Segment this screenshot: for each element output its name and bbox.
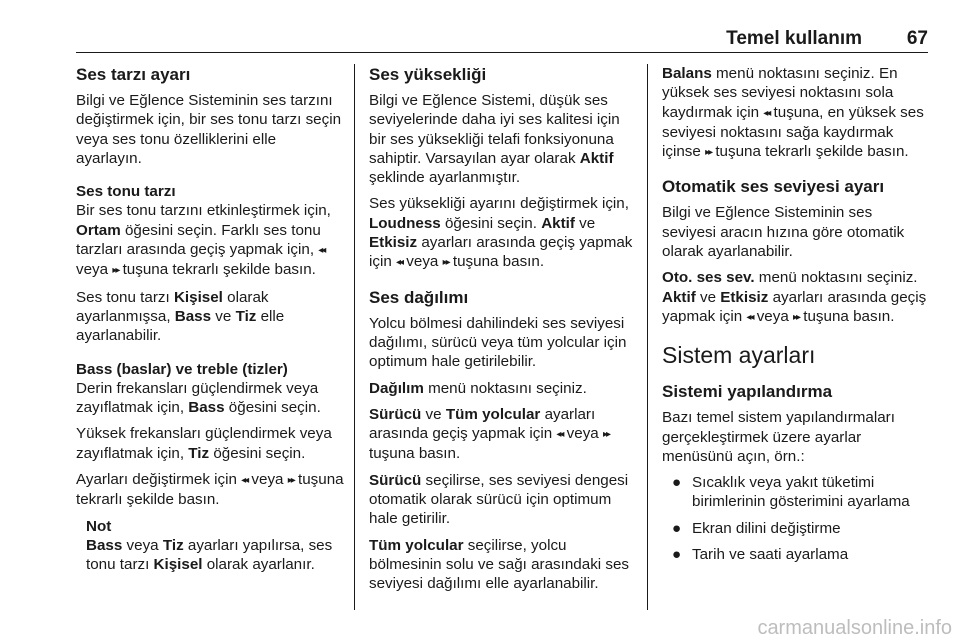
- text: elle ayarlanabilir.: [76, 307, 285, 345]
- text: veya: [247, 471, 288, 489]
- page-number: 67: [906, 28, 928, 49]
- distribution-paragraph-3: [369, 405, 637, 464]
- text: menü noktasını seçiniz. En yüksek ses seviyesi noktasını sola kaydırmak için: [662, 65, 898, 121]
- text: ve: [421, 405, 446, 423]
- text: menü noktasını seçiniz.: [754, 269, 918, 287]
- text: öğesini seçin.: [224, 399, 321, 417]
- text: ve: [574, 214, 596, 232]
- column-divider: [647, 64, 648, 610]
- forward-icon: ▸▸: [442, 257, 449, 269]
- distribution-paragraph-1: Yolcu bölmesi dahilindeki ses seviyesi dağılımı, sürücü veya tüm yolcular için optimum hale getirilebilir.: [369, 314, 627, 371]
- volume-paragraph-1: [369, 91, 637, 187]
- text: tuşuna, en yüksek ses seviyesi noktasını sağa kaydırmak içinse: [662, 103, 924, 161]
- text: Bir ses tonu tarzını etkinleştirmek için,: [76, 202, 331, 220]
- text: tuşuna basın.: [448, 253, 545, 271]
- menu-term: Tiz: [235, 307, 257, 325]
- bass-treble-paragraph: [76, 360, 344, 418]
- text: ayarları arasında geçiş yapmak için: [369, 405, 596, 443]
- list-item-text: Ekran dilini değiştirme: [692, 519, 841, 537]
- section-heading-distribution: Ses dağılımı: [369, 287, 469, 307]
- menu-term: Etkisiz: [369, 234, 418, 252]
- menu-term: Aktif: [579, 149, 614, 167]
- list-item: [662, 473, 930, 512]
- note-box: [86, 517, 344, 575]
- menu-term: Kişisel: [173, 288, 223, 306]
- text: öğesini seçin.: [440, 214, 542, 232]
- subheading-bass-treble: Bass (baslar) ve treble (tizler): [76, 360, 288, 378]
- menu-term: Dağılım: [369, 379, 424, 397]
- forward-icon: ▸▸: [705, 147, 712, 159]
- menu-term: Balans: [662, 65, 712, 82]
- text: menü noktasını seçiniz.: [423, 379, 587, 397]
- text: öğesini seçin.: [209, 444, 306, 462]
- text: veya: [752, 307, 793, 325]
- forward-icon: ▸▸: [793, 311, 800, 323]
- subheading-configure-system: Sistemi yapılandırma: [662, 382, 833, 402]
- text: olarak ayarlanır.: [202, 556, 315, 574]
- column-2: [369, 64, 637, 601]
- bullet-icon: ●: [672, 519, 682, 537]
- watermark: carmanualsonline.info: [757, 617, 952, 639]
- menu-term: Etkisiz: [720, 288, 769, 306]
- rewind-icon: ◂◂: [763, 107, 770, 119]
- menu-term: Tüm yolcular: [445, 405, 541, 423]
- text: ayarları yapılırsa, ses tonu tarzı: [86, 536, 333, 574]
- distribution-paragraph-4: [369, 471, 637, 529]
- distribution-paragraph-5: [369, 536, 637, 594]
- list-item: [662, 519, 930, 538]
- auto-volume-paragraph-1: Bilgi ve Eğlence Sisteminin ses seviyesi aracın hızına göre otomatik olarak ayarlanabilir.: [662, 204, 905, 261]
- section-heading-auto-volume: Otomatik ses seviyesi ayarı: [662, 177, 885, 197]
- menu-term: Tüm yolcular: [369, 536, 464, 554]
- header-title: Temel kullanım: [726, 28, 862, 49]
- text: öğesini seçin. Farklı ses tonu tarzları arasında geçiş yapmak için,: [76, 221, 321, 259]
- text: Ses tonu tarzı: [76, 288, 174, 306]
- text: veya: [76, 261, 113, 279]
- section-heading-volume: Ses yüksekliği: [369, 65, 487, 84]
- bullet-icon: ●: [672, 474, 682, 492]
- text: veya: [402, 253, 443, 271]
- text: tuşuna tekrarlı şekilde basın.: [76, 471, 344, 509]
- section-heading-sound-style: Ses tarzı ayarı: [76, 65, 191, 84]
- system-paragraph: Bazı temel sistem yapılandırmaları gerçekleştirmek üzere ayarlar menüsünü açın, örn.:: [662, 409, 895, 465]
- text: Ses yüksekliği ayarını değiştirmek için,: [369, 195, 629, 213]
- menu-term: Tiz: [162, 536, 184, 554]
- rewind-icon: ◂◂: [318, 245, 325, 257]
- adjust-paragraph: [76, 470, 344, 510]
- text: ayarları arasında geçiş yapmak için: [369, 234, 633, 271]
- list-item-text: Sıcaklık veya yakıt tüketimi birimlerinin gösterimini ayarlama: [692, 474, 910, 511]
- text: Ayarları değiştirmek için: [76, 471, 242, 489]
- note-title: Not: [86, 517, 112, 535]
- forward-icon: ▸▸: [287, 475, 294, 487]
- menu-term: Aktif: [662, 288, 696, 306]
- menu-term: Oto. ses sev.: [662, 269, 755, 287]
- text: tuşuna basın.: [799, 307, 895, 325]
- list-item: [662, 545, 930, 564]
- menu-term: Loudness: [369, 214, 441, 232]
- menu-term: Kişisel: [153, 556, 203, 574]
- text: veya: [122, 536, 163, 554]
- column-1: [76, 64, 344, 582]
- distribution-paragraph-2: [369, 379, 637, 398]
- menu-term: Bass: [174, 307, 212, 325]
- auto-volume-paragraph-2: [662, 268, 930, 327]
- text: ve: [695, 288, 721, 306]
- rewind-icon: ◂◂: [396, 257, 403, 269]
- menu-term: Tiz: [188, 444, 210, 462]
- rewind-icon: ◂◂: [241, 475, 248, 487]
- text: Bilgi ve Eğlence Sistemi, düşük ses seviyelerinde daha iyi ses kalitesi için bir ses yüksekliği telafi fonksiyonuna sahiptir. Varsayılan ayar olarak: [369, 92, 620, 167]
- menu-term: Bass: [86, 536, 123, 554]
- page-header: [76, 28, 928, 53]
- rewind-icon: ◂◂: [746, 311, 753, 323]
- tone-style-paragraph: [76, 182, 344, 280]
- forward-icon: ▸▸: [112, 265, 119, 277]
- balance-paragraph: [662, 64, 930, 162]
- text: tuşuna tekrarlı şekilde basın.: [711, 143, 909, 161]
- bullet-icon: ●: [672, 546, 682, 564]
- menu-term: Bass: [188, 399, 225, 417]
- menu-term: Aktif: [541, 214, 575, 232]
- text: tuşuna basın.: [369, 445, 461, 463]
- text: şeklinde ayarlanmıştır.: [369, 169, 521, 187]
- text: ayarları arasında geçiş yapmak için: [662, 288, 927, 325]
- forward-icon: ▸▸: [602, 429, 610, 441]
- menu-term: Ortam: [76, 221, 121, 239]
- text: veya: [562, 425, 603, 443]
- subheading-tone-style: Ses tonu tarzı: [76, 183, 176, 201]
- menu-term: Sürücü: [369, 471, 422, 489]
- tone-style-paragraph-2: [76, 288, 344, 346]
- section-heading-system-settings: Sistem ayarları: [662, 342, 816, 369]
- settings-list: [662, 473, 930, 564]
- text: seçilirse, yolcu bölmesinin solu ve sağı arasındaki ses seviyesi dağılımı elle ayarlanabilir.: [369, 536, 630, 593]
- menu-term: Sürücü: [369, 405, 422, 423]
- intro-paragraph: Bilgi ve Eğlence Sisteminin ses tarzını değiştirmek için, bir ses tonu tarzı seçin veya ses tonu özelliklerini elle ayarlayın.: [76, 92, 342, 167]
- treble-paragraph: [76, 424, 344, 463]
- rewind-icon: ◂◂: [556, 429, 563, 441]
- text: Yüksek frekansları güçlendirmek veya zayıflatmak için,: [76, 425, 332, 462]
- list-item-text: Tarih ve saati ayarlama: [692, 546, 849, 564]
- text: tuşuna tekrarlı şekilde basın.: [118, 261, 316, 279]
- column-divider: [354, 64, 355, 610]
- text: ve: [211, 307, 236, 325]
- column-3: [662, 64, 930, 571]
- volume-paragraph-2: [369, 194, 637, 272]
- text: Derin frekansları güçlendirmek veya zayıflatmak için,: [76, 379, 319, 417]
- text: olarak ayarlanmışsa,: [76, 288, 269, 325]
- text: seçilirse, ses seviyesi dengesi otomatik olarak sürücü için optimum hale getirilir.: [369, 471, 629, 528]
